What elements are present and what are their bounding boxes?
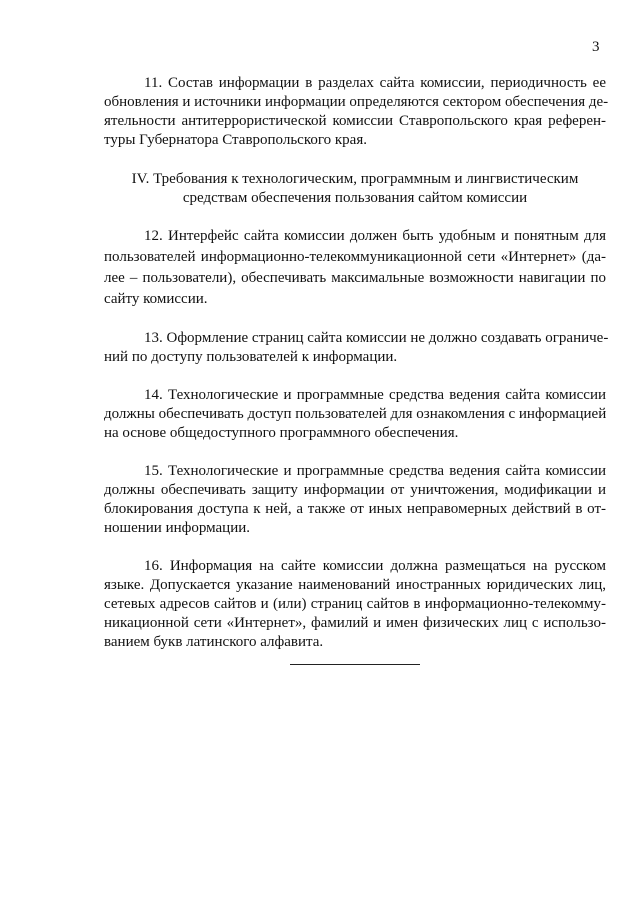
text-line: туры Губернатора Ставропольского края. [104, 132, 367, 148]
text-line: обновления и источники информации определяются сектором обеспечения де- [104, 94, 609, 110]
heading-line: средствам обеспечения пользования сайтом комиссии [182, 190, 528, 206]
text-line: 14. Технологические и программные средства ведения сайта комиссии [144, 387, 606, 403]
text-line: должны обеспечивать доступ пользователей для ознакомления с информацией [104, 406, 607, 422]
text-line: никационной сети «Интернет», фамилий и имен физических лиц с использо- [104, 615, 606, 631]
text-line: ношении информации. [104, 520, 250, 536]
heading-line: IV. Требования к технологическим, программным и лингвистическим [131, 171, 579, 187]
paragraph-12 [104, 226, 606, 310]
paragraph-11 [104, 74, 609, 150]
text-line: ванием букв латинского алфавита. [104, 634, 324, 650]
text-line: блокирования доступа к ней, а также от иных неправомерных действий в от- [104, 501, 606, 517]
text-line: ятельности антитеррористической комиссии Ставропольского края референ- [104, 113, 606, 129]
text-line: языке. Допускается указание наименований иностранных юридических лиц, [104, 577, 606, 593]
text-line: 12. Интерфейс сайта комиссии должен быть удобным и понятным для [144, 228, 606, 244]
text-line: ний по доступу пользователей к информации. [104, 349, 398, 365]
text-line: 15. Технологические и программные средства ведения сайта комиссии [144, 463, 606, 479]
section-heading [104, 170, 606, 208]
end-separator-line [290, 664, 420, 665]
text-line: 13. Оформление страниц сайта комиссии не должно создавать ограниче- [144, 330, 609, 346]
paragraph-16 [104, 557, 606, 652]
document-body [104, 74, 609, 671]
text-line: должны обеспечивать защиту информации от уничтожения, модификации и [104, 482, 606, 498]
text-line: сайту комиссии. [104, 291, 208, 307]
text-line: пользователей информационно-телекоммуникационной сети «Интернет» (да- [104, 249, 606, 265]
text-line: 11. Состав информации в разделах сайта комиссии, периодичность ее [144, 75, 606, 91]
paragraph-15 [104, 462, 606, 538]
text-line: на основе общедоступного программного обеспечения. [104, 425, 459, 441]
paragraph-13 [104, 329, 609, 367]
text-line: 16. Информация на сайте комиссии должна размещаться на русском [144, 558, 606, 574]
text-line: сетевых адресов сайтов и (или) страниц сайтов в информационно-телекомму- [104, 596, 606, 612]
paragraph-14 [104, 386, 606, 443]
text-line: лее – пользователи), обеспечивать максимальные возможности навигации по [104, 270, 606, 286]
page-number: 3 [592, 39, 600, 55]
